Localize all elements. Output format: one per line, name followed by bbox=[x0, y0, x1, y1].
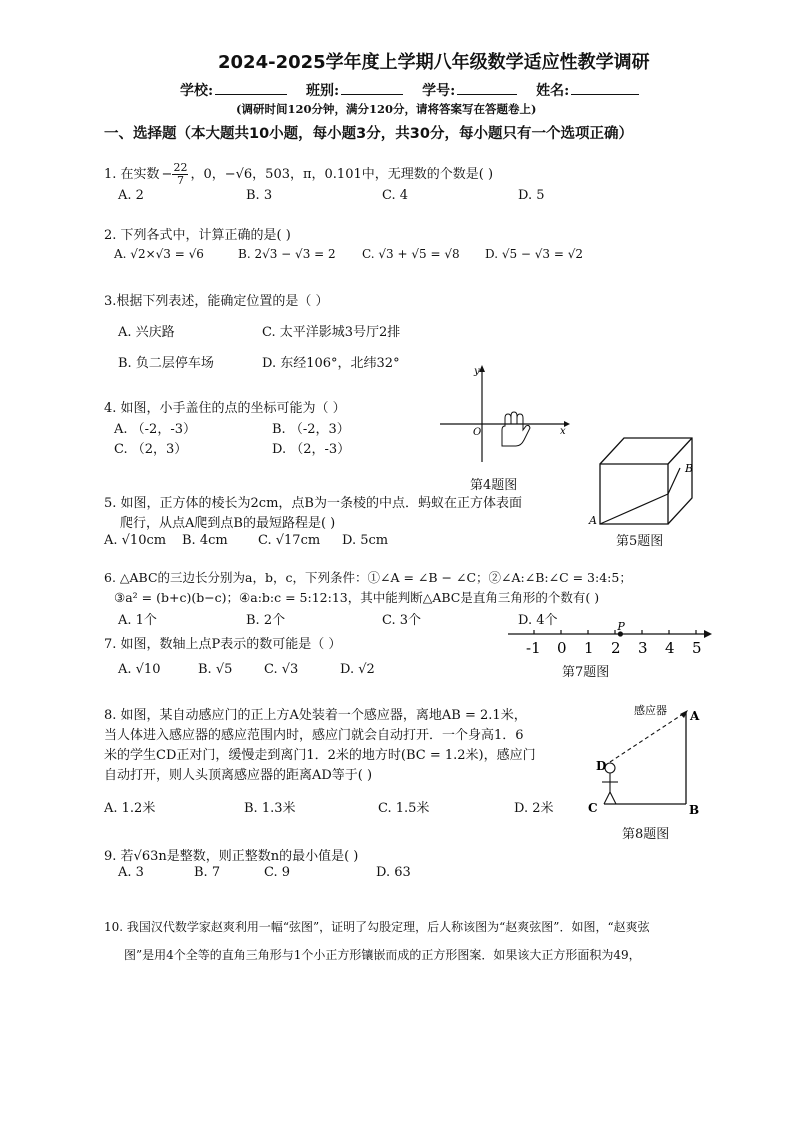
q8-label-c: C bbox=[588, 801, 598, 815]
q8-option-a: A. 1.2米 bbox=[104, 801, 156, 816]
q1-frac-num: 22 bbox=[173, 161, 188, 174]
q3-stem: 3.根据下列表述，能确定位置的是（ ） bbox=[104, 294, 329, 309]
q1-option-b: B. 3 bbox=[246, 188, 273, 203]
q4-y-label: y bbox=[474, 366, 480, 377]
cube-front-face bbox=[600, 464, 668, 524]
q8-label-d: D bbox=[596, 759, 607, 773]
q9-option-b: B. 7 bbox=[194, 865, 221, 880]
q5-label-a: A bbox=[589, 514, 597, 527]
q2-option-d: D. √5 − √3 = √2 bbox=[485, 247, 584, 261]
field-number-label: 学号: bbox=[422, 83, 456, 99]
cube-back-edges bbox=[600, 438, 692, 524]
q2-option-b: B. 2√3 − √3 = 2 bbox=[238, 247, 336, 261]
q7-axis-arrow bbox=[704, 630, 712, 638]
q4-stem: 4. 如图，小手盖住的点的坐标可能为（ ） bbox=[104, 401, 346, 416]
field-name-blank bbox=[571, 82, 639, 95]
q5-label-b: B bbox=[685, 462, 694, 475]
field-school-blank bbox=[215, 82, 287, 95]
q8-person-leg-right bbox=[610, 792, 616, 804]
q10-line1: 10. 我国汉代数学家赵爽利用一幅“弦图”，证明了勾股定理，后人称该图为“赵爽弦图”．如图，“赵爽弦 bbox=[104, 920, 650, 934]
q8-person-leg-left bbox=[604, 792, 610, 804]
cube-path-side bbox=[668, 468, 680, 494]
q8-line1: 8. 如图，某自动感应门的正上方A处装着一个感应器，离地AB = 2.1米， bbox=[104, 708, 527, 723]
q5-figure bbox=[586, 428, 702, 530]
cube-path-front bbox=[600, 494, 668, 524]
q6-option-a: A. 1个 bbox=[118, 613, 157, 628]
q5-stem-line1: 5. 如图，正方体的棱长为2cm，点B为一条棱的中点．蚂蚁在正方体表面 bbox=[104, 496, 522, 511]
q7-tick-label: 5 bbox=[692, 639, 702, 657]
q6-option-b: B. 2个 bbox=[246, 613, 286, 628]
q4-option-b: B. （-2，3） bbox=[272, 422, 350, 437]
q8-option-d: D. 2米 bbox=[514, 801, 554, 816]
q8-sensor-range bbox=[610, 712, 686, 762]
hand-icon bbox=[502, 412, 530, 446]
q7-tick-label: 0 bbox=[557, 639, 567, 657]
q7-number-line bbox=[504, 620, 714, 660]
q7-tick-label: 3 bbox=[638, 639, 648, 657]
q3-option-a: A. 兴庆路 bbox=[118, 325, 175, 340]
q8-label-b: B bbox=[689, 803, 700, 817]
q8-option-b: B. 1.3米 bbox=[244, 801, 296, 816]
q7-stem: 7. 如图，数轴上点P表示的数可能是（ ） bbox=[104, 637, 342, 652]
q4-option-d: D. （2，-3） bbox=[272, 442, 351, 457]
q1-stem-pre: 1. 在实数 bbox=[104, 167, 160, 182]
q1-frac-den: 7 bbox=[176, 174, 184, 187]
q10-line2: 图”是用4个全等的直角三角形与1个小正方形镶嵌而成的正方形图案．如果该大正方形面积为49， bbox=[124, 948, 641, 962]
info-fields bbox=[180, 80, 645, 100]
q8-option-c: C. 1.5米 bbox=[378, 801, 430, 816]
q8-label-a: A bbox=[690, 709, 700, 723]
q7-option-a: A. √10 bbox=[118, 662, 161, 677]
q8-line4: 自动打开，则人头顶离感应器的距离AD等于( ) bbox=[104, 768, 373, 783]
q9-option-a: A. 3 bbox=[118, 865, 144, 880]
q1-stem-post: ，0，−√6，503，π，0.101中，无理数的个数是( ) bbox=[190, 167, 494, 182]
q8-line3: 米的学生CD正对门，缓慢走到离门1．2米的地方时(BC = 1.2米)，感应门 bbox=[104, 748, 536, 763]
q7-option-b: B. √5 bbox=[198, 662, 233, 677]
q7-option-d: D. √2 bbox=[340, 662, 375, 677]
section-title: 一、选择题（本大题共10小题，每小题3分，共30分，每小题只有一个选项正确） bbox=[104, 126, 633, 142]
field-number-blank bbox=[457, 82, 517, 95]
q3-option-b: B. 负二层停车场 bbox=[118, 356, 214, 371]
q8-sensor-mark bbox=[680, 710, 688, 718]
q6-line1: 6. △ABC的三边长分别为a，b，c，下列条件：①∠A = ∠B − ∠C；②∠A:∠B:∠C = 3:4:5； bbox=[104, 570, 632, 585]
q1-fraction: − $\frac{22}{7}$ bbox=[161, 161, 188, 187]
cube-top-right-edge bbox=[668, 438, 692, 464]
q7-tick-label: 2 bbox=[611, 639, 621, 657]
q4-caption: 第4题图 bbox=[470, 478, 518, 493]
q7-point-label: P bbox=[617, 620, 625, 633]
q4-x-label: x bbox=[560, 426, 566, 437]
q7-option-c: C. √3 bbox=[264, 662, 299, 677]
page-title: 2024-2025学年度上学期八年级数学适应性教学调研 bbox=[218, 52, 650, 73]
field-class-blank bbox=[341, 82, 403, 95]
field-name-label: 姓名: bbox=[536, 83, 570, 99]
q7-tick-label: 1 bbox=[584, 639, 594, 657]
exam-note: (调研时间120分钟，满分120分，请将答案写在答题卷上) bbox=[236, 102, 537, 116]
q4-figure bbox=[436, 362, 576, 467]
q8-figure bbox=[582, 700, 712, 820]
q9-option-c: C. 9 bbox=[264, 865, 291, 880]
q6-option-d: D. 4个 bbox=[518, 613, 558, 628]
q5-caption: 第5题图 bbox=[616, 534, 664, 549]
q5-option-d: D. 5cm bbox=[342, 533, 389, 548]
q7-tick-label: 4 bbox=[665, 639, 675, 657]
q9-stem: 9. 若√63n是整数，则正整数n的最小值是( ) bbox=[104, 849, 359, 864]
q1-option-a: A. 2 bbox=[118, 188, 144, 203]
q1-stem bbox=[104, 162, 493, 187]
q6-line2: ③a² = (b+c)(b−c)；④a:b:c = 5:12:13，其中能判断△ABC是直角三角形的个数有( ) bbox=[114, 590, 600, 605]
q8-person-head bbox=[605, 763, 615, 773]
q2-stem: 2. 下列各式中，计算正确的是( ) bbox=[104, 228, 291, 243]
q6-option-c: C. 3个 bbox=[382, 613, 422, 628]
q4-origin-label: O bbox=[473, 427, 482, 438]
field-class-label: 班别: bbox=[306, 83, 340, 99]
q7-caption: 第7题图 bbox=[562, 665, 610, 680]
q4-option-a: A. （-2，-3） bbox=[114, 422, 196, 437]
q4-y-arrow bbox=[479, 365, 485, 372]
q5-stem-line2: 爬行，从点A爬到点B的最短路程是( ) bbox=[120, 516, 336, 531]
q8-sensor-label: 感应器 bbox=[634, 704, 667, 717]
q7-tick-label: -1 bbox=[526, 639, 541, 657]
q3-option-d: D. 东经106°，北纬32° bbox=[262, 356, 400, 371]
q4-option-c: C. （2，3） bbox=[114, 442, 188, 457]
q8-line2: 当人体进入感应器的感应范围内时，感应门就会自动打开．一个身高1．6 bbox=[104, 728, 524, 743]
q2-option-c: C. √3 + √5 = √8 bbox=[362, 247, 460, 261]
q3-option-c: C. 太平洋影城3号厅2排 bbox=[262, 325, 401, 340]
q5-option-b: B. 4cm bbox=[182, 533, 228, 548]
q5-option-a: A. √10cm bbox=[104, 533, 167, 548]
q8-caption: 第8题图 bbox=[622, 827, 670, 842]
q1-option-d: D. 5 bbox=[518, 188, 545, 203]
q9-option-d: D. 63 bbox=[376, 865, 411, 880]
q1-option-c: C. 4 bbox=[382, 188, 409, 203]
field-school-label: 学校: bbox=[180, 83, 214, 99]
q5-option-c: C. √17cm bbox=[258, 533, 321, 548]
q2-option-a: A. √2×√3 = √6 bbox=[114, 247, 204, 261]
